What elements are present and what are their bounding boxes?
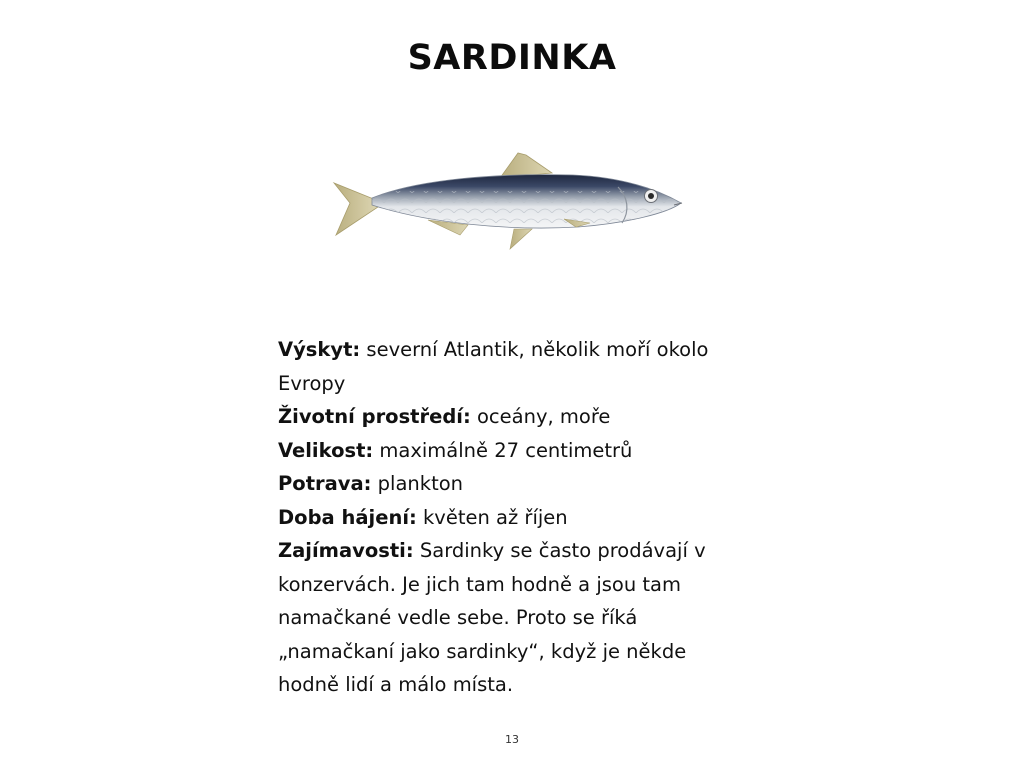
- sardine-fish-icon: [328, 143, 728, 263]
- fact-value: oceány, moře: [470, 405, 611, 428]
- fact-value: Sardinky se často prodávají v konzervách. Je jich tam hodně a jsou tam namačkané vedle sebe. Proto se říká „namačkaní jako sardinky“, když je někde hodně lidí a málo místa.: [278, 539, 706, 696]
- sardine-illustration: [328, 143, 728, 263]
- fact-occurrence: [278, 333, 748, 400]
- page-title: SARDINKA: [407, 38, 617, 78]
- fact-label: Životní prostředí:: [278, 405, 471, 428]
- fact-size: [278, 434, 748, 468]
- fact-value: maximálně 27 centimetrů: [373, 438, 633, 462]
- fact-label: Výskyt:: [278, 338, 361, 361]
- fact-value: květen až říjen: [416, 505, 568, 529]
- fact-value: severní Atlantik, několik moří okolo Evropy: [278, 338, 709, 395]
- fact-habitat: [278, 400, 748, 434]
- fact-list: [278, 333, 748, 702]
- fact-value: plankton: [371, 472, 463, 495]
- fact-food: [278, 467, 748, 501]
- fact-trivia: [278, 534, 748, 702]
- fact-label: Zajímavosti:: [278, 539, 414, 562]
- fact-label: Velikost:: [278, 438, 374, 462]
- fact-label: Doba hájení:: [278, 505, 417, 529]
- fact-closed-season: [278, 501, 748, 535]
- fact-label: Potrava:: [278, 472, 372, 495]
- page-number: 13: [505, 733, 519, 746]
